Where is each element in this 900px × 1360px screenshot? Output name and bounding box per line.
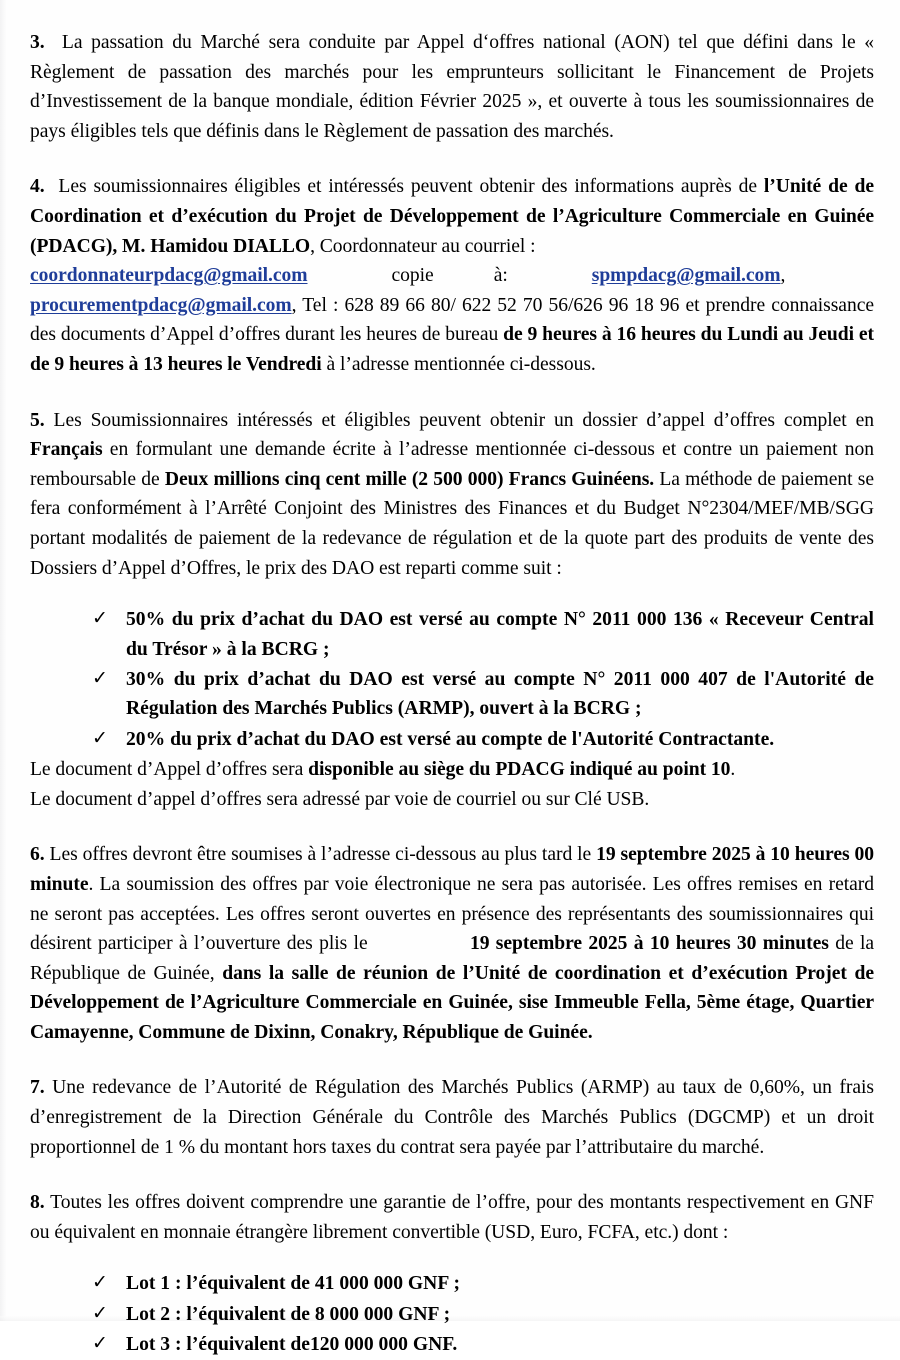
para4-tail-2: à l’adresse mentionnée ci-dessous. bbox=[321, 353, 596, 375]
lot-bullet-text: Lot 1 : l’équivalent de 41 000 000 GNF ; bbox=[126, 1273, 460, 1295]
paragraph-3-number: 3. bbox=[30, 32, 45, 53]
dao-bullet-text: 50% du prix d’achat du DAO est versé au compte N° 2011 000 136 « Receveur Central du Trésor » à la BCRG ; bbox=[126, 609, 874, 660]
paragraph-3-text: La passation du Marché sera conduite par Appel d‘offres national (AON) tel que défini dans le « Règlement de passation des marchés pour les emprunteurs sollicitant le Financement de Projets d’Investissement de la banque mondiale, édition Février 2025 », et ouverte à tous les soumissionnaires de pays éligibles tels que définis dans le Règlement de passation des marchés. bbox=[30, 32, 874, 142]
paragraph-7 bbox=[30, 1073, 874, 1162]
scan-edge-left bbox=[0, 0, 6, 1321]
spacer bbox=[30, 380, 874, 406]
lot-bullet-text: Lot 2 : l’équivalent de 8 000 000 GNF ; bbox=[126, 1303, 451, 1325]
submission-deadline: 19 septembre 2025 à 10 heures 00 minute bbox=[30, 844, 874, 895]
check-icon: ✓ bbox=[92, 608, 108, 630]
email-procurement-link[interactable]: procurementpdacg@gmail.com bbox=[30, 294, 292, 316]
spacer bbox=[30, 1247, 874, 1269]
paragraph-6-text-1: Les offres devront être soumises à l’adresse ci-dessous au plus tard le bbox=[49, 844, 597, 866]
list-item bbox=[92, 1330, 874, 1359]
copie-label: copie bbox=[391, 265, 434, 287]
a-label: à: bbox=[493, 265, 508, 287]
dao-bullet-text: 30% du prix d’achat du DAO est versé au compte N° 2011 000 407 de l'Autorité de Régulation des Marchés Publics (ARMP), ouvert à la BCRG ; bbox=[126, 668, 874, 720]
office-hours: de 9 heures à 16 heures du Lundi au Jeudi et de 9 heures à 13 heures le Vendredi bbox=[30, 324, 874, 375]
dao-availability-location: disponible au siège du PDACG indiqué au point 10 bbox=[308, 759, 731, 781]
email-spm-comma: , bbox=[780, 265, 786, 287]
list-item bbox=[92, 665, 874, 724]
paragraph-4-intro: Les soumissionnaires éligibles et intéressés peuvent obtenir des informations auprès de bbox=[58, 176, 764, 198]
email-coordonnateur-link[interactable]: coordonnateurpdacg@gmail.com bbox=[30, 265, 308, 287]
contact-line-1 bbox=[30, 261, 874, 291]
lot-guarantee-list bbox=[30, 1269, 874, 1359]
check-icon: ✓ bbox=[92, 667, 108, 689]
paragraph-5-number: 5. bbox=[30, 409, 45, 431]
paragraph-8-number: 8. bbox=[30, 1192, 45, 1214]
list-item bbox=[92, 1269, 874, 1298]
paragraph-4 bbox=[30, 172, 874, 261]
dao-bullet-text: 20% du prix d’achat du DAO est versé au compte de l'Autorité Contractante. bbox=[126, 728, 775, 750]
paragraph-6 bbox=[30, 840, 874, 1047]
paragraph-4-colon: : bbox=[530, 235, 536, 257]
spacer bbox=[30, 583, 874, 605]
spacer bbox=[30, 814, 874, 840]
check-icon: ✓ bbox=[92, 1302, 108, 1324]
check-icon: ✓ bbox=[92, 1272, 108, 1294]
list-item bbox=[92, 605, 874, 664]
tel-label: Tel : bbox=[302, 294, 339, 316]
paragraph-7-text: Une redevance de l’Autorité de Régulation des Marchés Publics (ARMP) au taux de 0,60%, un frais d’enregistrement de la Direction Générale du Contrôle des Marchés Publics (DGCMP) et un droit proportionnel de 1 % du montant hors taxes du contrat sera payée par l’attributaire du marché. bbox=[30, 1077, 874, 1158]
paragraph-4-role: , Coordonnateur au courriel bbox=[310, 235, 531, 257]
paragraph-3 bbox=[30, 28, 874, 146]
dao-availability-text-1: Le document d’Appel d’offres sera bbox=[30, 759, 309, 781]
para4-tail-1: et prendre connaissance des documents d’Appel d’offres durant les heures de bureau bbox=[30, 294, 874, 346]
dao-availability-period: . bbox=[730, 759, 736, 781]
paragraph-5-text-2: en formulant une demande écrite à l’adresse mentionnée ci-dessous et contre un paiement non remboursable de bbox=[30, 439, 874, 490]
paragraph-6-text-3: de la République de Guinée, bbox=[30, 933, 874, 984]
paragraph-5-text-1: Les Soumissionnaires intéressés et éligibles peuvent obtenir un dossier d’appel d’offres complet en bbox=[53, 409, 874, 431]
paragraph-4-number: 4. bbox=[30, 176, 45, 198]
opening-datetime: 19 septembre 2025 à 10 heures 30 minutes bbox=[469, 933, 829, 955]
lot-bullet-text: Lot 3 : l’équivalent de120 000 000 GNF. bbox=[126, 1334, 458, 1356]
spacer bbox=[30, 1162, 874, 1188]
paragraph-5 bbox=[30, 406, 874, 584]
paragraph-8-text: Toutes les offres doivent comprendre une garantie de l’offre, pour des montants respectivement en GNF ou équivalent en monnaie étrangère librement convertible (USD, Euro, FCFA, etc.) dont : bbox=[30, 1192, 875, 1243]
dao-availability-line bbox=[30, 755, 874, 785]
contact-line-2 bbox=[30, 291, 874, 380]
check-icon: ✓ bbox=[92, 1333, 108, 1355]
paragraph-6-text-2: . La soumission des offres par voie électronique ne sera pas autorisée. Les offres remises en retard ne seront pas acceptées. Les offres seront ouvertes en présence des représentants des soumissionnaires qui désirent participer à l’ouverture des plis le bbox=[30, 873, 874, 955]
email-spm-link[interactable]: spmpdacg@gmail.com bbox=[591, 265, 781, 287]
tel-numbers: 628 89 66 80/ 622 52 70 56/626 96 18 96 bbox=[344, 294, 680, 316]
dao-distribution-list bbox=[30, 605, 874, 754]
paragraph-6-number: 6. bbox=[30, 844, 45, 866]
email-procurement-comma: , bbox=[291, 294, 297, 316]
spacer bbox=[30, 146, 874, 172]
paragraph-4-entity: l’Unité de de Coordination et d’exécution du Projet de Développement de l’Agriculture Commerciale en Guinée (PDACG), M. Hamidou DIALLO bbox=[30, 176, 874, 257]
paragraph-8 bbox=[30, 1188, 874, 1247]
check-icon: ✓ bbox=[92, 727, 108, 749]
dao-delivery-line: Le document d’appel d’offres sera adressé par voie de courriel ou sur Clé USB. bbox=[30, 788, 650, 810]
list-item bbox=[92, 1300, 874, 1329]
spacer bbox=[30, 1047, 874, 1073]
paragraph-7-number: 7. bbox=[30, 1077, 45, 1099]
opening-address: dans la salle de réunion de l’Unité de coordination et d’exécution Projet de Développement de l’Agriculture Commerciale en Guinée, sise Immeuble Fella, 5ème étage, Quartier Camayenne, Commune de Dixinn, Conakry, République de Guinée. bbox=[30, 962, 874, 1043]
list-item bbox=[92, 725, 874, 754]
dao-price: Deux millions cinq cent mille (2 500 000) Francs Guinéens. bbox=[164, 468, 655, 490]
paragraph-5-language: Français bbox=[30, 439, 103, 461]
paragraph-5-text-3: La méthode de paiement se fera conformément à l’Arrêté Conjoint des Ministres des Finances et du Budget N°2304/MEF/MB/SGG portant modalités de paiement de la redevance de régulation et de la quote part des produits de vente des Dossiers d’Appel d’Offres, le prix des DAO est reparti comme suit : bbox=[30, 468, 874, 579]
